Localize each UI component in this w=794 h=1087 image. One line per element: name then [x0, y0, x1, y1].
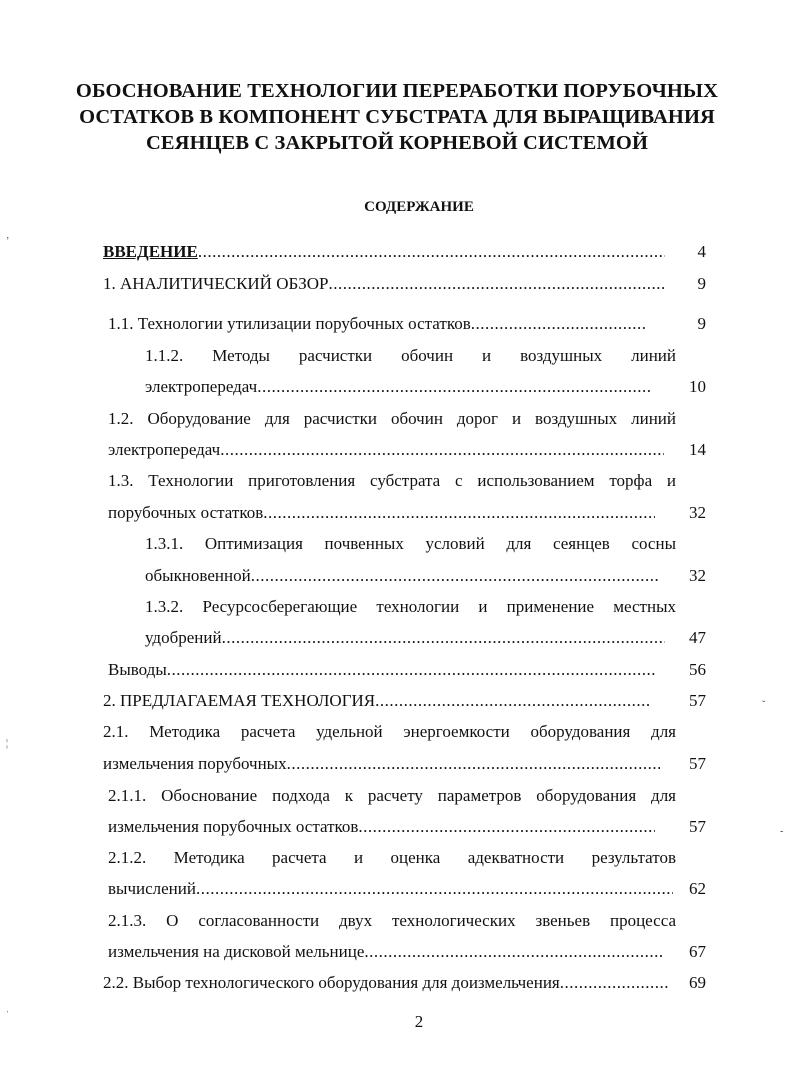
toc-page-number: 32 — [689, 503, 706, 522]
toc-heading: СОДЕРЖАНИЕ — [364, 199, 474, 215]
toc-page-number: 67 — [689, 942, 706, 961]
toc-entry-2-1-1-line2 — [108, 816, 655, 838]
toc-entry-introduction — [103, 241, 665, 263]
toc-entry-text: вычислений — [108, 879, 196, 898]
toc-entry-1-3-2-line2 — [145, 627, 665, 649]
toc-entry-chapter-1 — [103, 273, 665, 295]
toc-page-number: 4 — [697, 242, 706, 261]
toc-leader — [329, 273, 666, 295]
toc-page-number: 57 — [689, 817, 706, 836]
toc-leader — [220, 439, 664, 461]
toc-entry-text: электропередач — [145, 377, 258, 396]
toc-entry-2-1-line2 — [103, 753, 660, 775]
toc-leader — [375, 690, 650, 712]
toc-leader — [196, 878, 673, 900]
toc-entry-text: 2. ПРЕДЛАГАЕМАЯ ТЕХНОЛОГИЯ — [103, 691, 376, 710]
toc-leader — [222, 627, 665, 649]
toc-leader — [471, 313, 645, 335]
toc-leader — [287, 753, 660, 775]
toc-entry-1-3-2-line1: 1.3.2. Ресурсосберегающие технологии и применение местных — [145, 597, 676, 616]
toc-entry-text: электропередач — [108, 440, 221, 459]
document-title — [60, 78, 734, 156]
toc-leader — [251, 565, 660, 587]
toc-entry-text: измельчения порубочных — [103, 754, 287, 773]
title-line-2: ОСТАТКОВ В КОМПОНЕНТ СУБСТРАТА ДЛЯ ВЫРАЩИВАНИЯ — [79, 106, 715, 128]
toc-entry-1-3-1-line1: 1.3.1. Оптимизация почвенных условий для сеянцев сосны — [145, 534, 676, 553]
toc-entry-conclusions — [108, 659, 656, 681]
toc-entry-1-3-line1: 1.3. Технологии приготовления субстрата с использованием торфа и — [108, 471, 676, 490]
toc-leader — [263, 502, 655, 524]
toc-entry-2-1-2-line1: 2.1.2. Методика расчета и оценка адекватности результатов — [108, 848, 676, 867]
toc-leader — [167, 659, 656, 681]
toc-entry-2-1-1-line1: 2.1.1. Обоснование подхода к расчету параметров оборудования для — [108, 786, 676, 805]
scan-mark: ʼ — [6, 236, 10, 247]
toc-leader — [358, 816, 655, 838]
toc-entry-2-1-line1: 2.1. Методика расчета удельной энергоемкости оборудования для — [103, 722, 676, 741]
toc-entry-1-1-2-line2 — [145, 376, 650, 398]
toc-entry-2-1-3-line2 — [108, 941, 663, 963]
toc-page-number: 9 — [697, 274, 706, 293]
toc-page-number: 32 — [689, 566, 706, 585]
toc-entry-text: обыкновенной — [145, 566, 251, 585]
title-line-1: ОБОСНОВАНИЕ ТЕХНОЛОГИИ ПЕРЕРАБОТКИ ПОРУБОЧНЫХ — [75, 80, 719, 102]
toc-entry-1-3-1-line2 — [145, 565, 660, 587]
toc-entry-text: порубочных остатков — [108, 503, 264, 522]
toc-entry-2-1-3-line1: 2.1.3. О согласованности двух технологических звеньев процесса — [108, 911, 676, 930]
toc-page-number: 14 — [689, 440, 706, 459]
toc-page-number: 69 — [689, 973, 706, 992]
scan-mark: ˈ — [6, 1010, 10, 1021]
toc-page-number: 56 — [689, 660, 706, 679]
scan-mark: ¦ — [6, 738, 9, 749]
toc-entry-text: измельчения на дисковой мельнице — [108, 942, 365, 961]
toc-entry-2-1-2-line2 — [108, 878, 673, 900]
toc-entry-chapter-2 — [103, 690, 650, 712]
toc-entry-text: ВВЕДЕНИЕ — [103, 242, 198, 261]
toc-leader — [198, 241, 665, 263]
toc-leader — [560, 972, 668, 994]
toc-page-number: 9 — [697, 314, 706, 333]
toc-page-number: 62 — [689, 879, 706, 898]
page-number: 2 — [414, 1012, 424, 1031]
scan-mark: ˇ — [762, 700, 766, 711]
toc-entry-1-2-line2 — [108, 439, 664, 461]
toc-entry-text: удобрений — [145, 628, 222, 647]
toc-page-number: 57 — [689, 691, 706, 710]
toc-entry-1-2-line1: 1.2. Оборудование для расчистки обочин дорог и воздушных линий — [108, 409, 676, 428]
toc-entry-1-3-line2 — [108, 502, 655, 524]
toc-entry-1-1 — [108, 313, 645, 335]
toc-page-number: 57 — [689, 754, 706, 773]
toc-page-number: 10 — [689, 377, 706, 396]
toc-entry-text: измельчения порубочных остатков — [108, 817, 359, 836]
toc-entry-text: 2.2. Выбор технологического оборудования для доизмельчения — [103, 973, 560, 992]
scan-mark: - — [780, 826, 784, 837]
toc-entry-text: 1.1. Технологии утилизации порубочных остатков — [108, 314, 471, 333]
toc-entry-text: Выводы — [108, 660, 167, 679]
toc-entry-2-2 — [103, 972, 668, 994]
toc-leader — [364, 941, 663, 963]
toc-page-number: 47 — [689, 628, 706, 647]
title-line-3: СЕЯНЦЕВ С ЗАКРЫТОЙ КОРНЕВОЙ СИСТЕМОЙ — [145, 132, 648, 154]
toc-leader — [257, 376, 650, 398]
toc-entry-text: 1. АНАЛИТИЧЕСКИЙ ОБЗОР — [103, 274, 329, 293]
toc-entry-1-1-2-line1: 1.1.2. Методы расчистки обочин и воздушных линий — [145, 346, 676, 365]
